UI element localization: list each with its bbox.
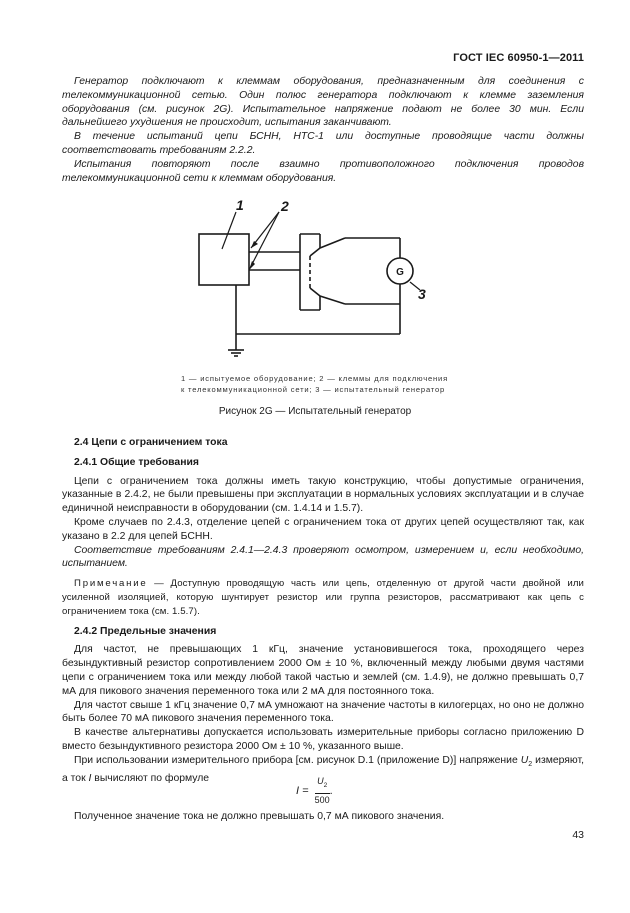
callout-1: 1 (236, 197, 244, 213)
intro-paragraph-2: В течение испытаний цепи БСНН, НТС-1 или доступные проводящие части должны соответствовать требованиям 2.2.2. (62, 131, 584, 156)
paragraph-2-4-1-c: Соответствие требованиям 2.4.1—2.4.3 проверяют осмотром, измерением и, если необходимо, испытанием. (62, 544, 584, 570)
intro-paragraph-1: Генератор подключают к клеммам оборудования, предназначенным для соединения с телекоммуникационной сетью. Один полюс генератора подключают к клемме заземления оборудования (см. рисунок 2G). Испытательное напряжение подают не более 30 мин. Если дальнейшего ухудшения не происходит, испытания заканчивают. (62, 76, 584, 129)
generator-symbol: G (396, 267, 404, 278)
note (62, 577, 584, 618)
figure-legend (181, 373, 471, 395)
paragraph-2-4-2-b: Для частот свыше 1 кГц значение 0,7 мА умножают на значение частоты в килогерцах, но оно не должно быть более 70 мА пикового значения переменного тока. (62, 699, 584, 725)
paragraph-2-4-1-a: Цепи с ограничением тока должны иметь такую конструкцию, чтобы допустимые ограничения, указанные в 2.4.2, не были превышены при эксплуатации в нормальных условиях эксплуатации и в случае единичной неисправности в оборудовании (см. 1.4.14 и 1.5.7). (62, 475, 584, 515)
paragraph-2-4-2-d: При использовании измерительного прибора [см. рисунок D.1 (приложение D)] напряжение $U_2$ измеряют, а ток I вычисляют по формуле (62, 754, 584, 784)
page-number: 43 (572, 829, 584, 841)
section-heading-2-4-1: 2.4.1 Общие требования (74, 456, 199, 468)
legend-line-1: 1 — испытуемое оборудование; 2 — клеммы для подключения (181, 374, 448, 383)
callout-3: 3 (418, 286, 426, 302)
figure-caption: Рисунок 2G — Испытательный генератор (218, 406, 412, 417)
legend-line-2: к телекоммуникационной сети; 3 — испытательный генератор (181, 385, 446, 394)
equipment-box (199, 234, 249, 285)
callout-2: 2 (281, 198, 289, 214)
document-header: ГОСТ IEC 60950-1—2011 (453, 52, 584, 64)
final-paragraph-block (62, 810, 584, 824)
paragraph-2-4-1-b: Кроме случаев по 2.4.3, отделение цепей с ограничением тока от других цепей осуществляют так, как указано в 2.2 для цепей БСНН. (62, 516, 584, 542)
current-formula: I = $\frac{U_2}{500}$ . (296, 776, 333, 805)
section-heading-2-4-2: 2.4.2 Предельные значения (74, 625, 217, 637)
note-text: — Доступную проводящую часть или цепь, отделенную от другой части двойной или усиленной изоляцией, которую шунтирует резистор или группа резисторов, рассматривают как цепь с ограничением тока (см. 1.5.7). (62, 578, 584, 617)
final-paragraph: Полученное значение тока не должно превышать 0,7 мА пикового значения. (74, 811, 445, 822)
section-heading-2-4: 2.4 Цепи с ограничением тока (74, 437, 228, 448)
note-label: Примечание (74, 578, 148, 590)
section-2-4 (62, 436, 584, 785)
intro-paragraph-3: Испытания повторяют после взаимно противоположного подключения проводов телекоммуникационной сети к клеммам оборудования. (62, 158, 584, 184)
test-generator-diagram (0, 0, 630, 370)
paragraph-2-4-2-a: Для частот, не превышающих 1 кГц, значение установившегося тока, проходящего через безындуктивный резистор сопротивлением 2000 Ом ± 10 %, включенный между любыми двумя частями цепи с ограничением тока или между любой такой частью и землей (см. 1.4.9), не должно превышать 0,7 мА для пикового значения переменного тока или 2 мА для постоянного тока. (62, 644, 584, 697)
paragraph-2-4-2-c: В качестве альтернативы допускается использовать измерительные приборы согласно приложению D вместо безындуктивного резистора 2000 Ом ± 10 %, указанного выше. (62, 727, 584, 752)
